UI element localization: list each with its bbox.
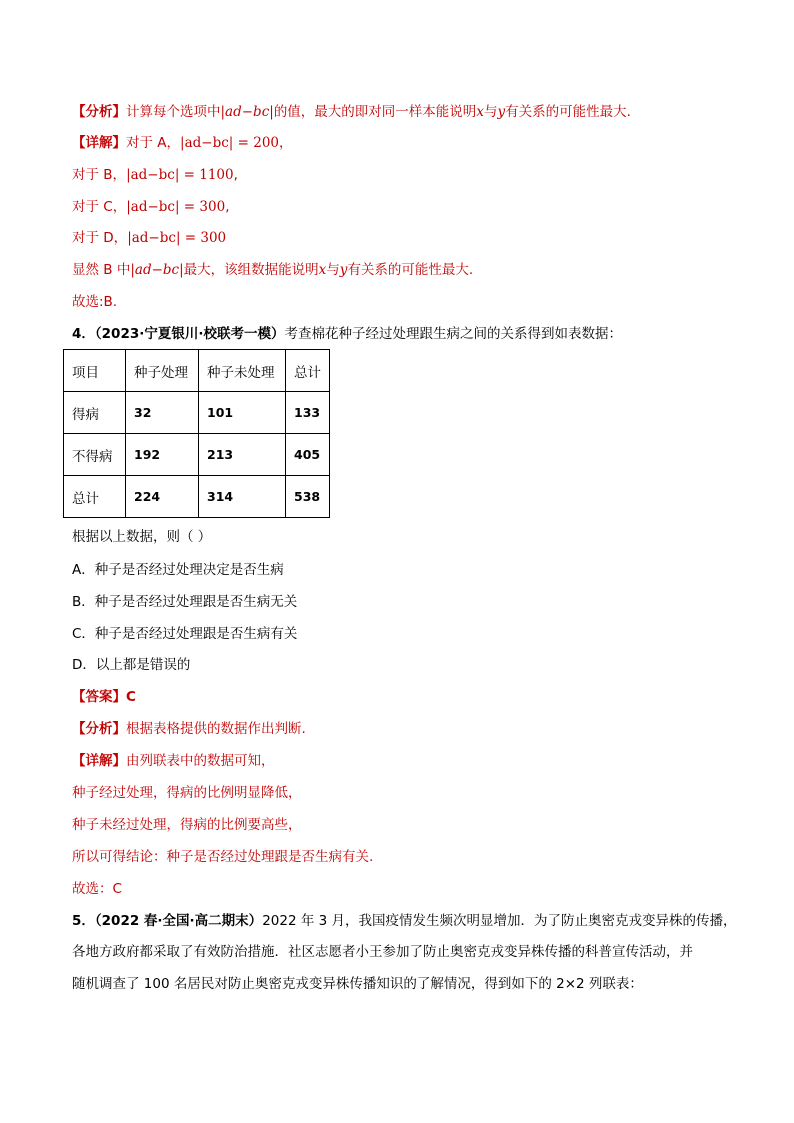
detail-choose: 故选:B. (72, 294, 118, 310)
detail-2-line-1 (72, 752, 275, 770)
question-5-line-3: 随机调查了 100 名居民对防止奥密克戎变异株传播知识的了解情况，得到如下的 2×2 列联表： (72, 976, 643, 992)
question-4-stem (72, 325, 622, 343)
detail-a-suffix: ， (279, 135, 293, 151)
conclusion-text-1: 显然 B 中 (72, 262, 131, 278)
option-c: C．种子是否经过处理跟是否生病有关 (72, 626, 298, 642)
answer-line (72, 688, 136, 706)
detail-2-tag: 【详解】 (72, 753, 126, 769)
question-4-source: （2023·宁夏银川·校联考一模） (94, 326, 285, 342)
answer-value: C (126, 689, 136, 705)
conclusion-text-4: 有关系的可能性最大. (347, 262, 474, 278)
table-header-cell: 种子处理 (126, 350, 199, 392)
table-cell: 213 (199, 434, 286, 476)
table-header-cell: 种子未处理 (199, 350, 286, 392)
table-header-cell: 项目 (64, 350, 126, 392)
analysis-2-text: 根据表格提供的数据作出判断. (126, 721, 306, 737)
analysis-text-3: 与 (483, 104, 498, 120)
data-table (63, 349, 330, 518)
detail-c-suffix: , (225, 199, 230, 215)
table-cell: 192 (126, 434, 199, 476)
question-5-number: 5． (72, 913, 95, 929)
table-cell: 224 (126, 476, 199, 518)
table-cell: 32 (126, 392, 199, 434)
detail-2-line-3: 种子未经过处理，得病的比例要高些， (72, 817, 302, 833)
detail-2-choose: 故选：C (72, 881, 122, 897)
analysis-text-4: 有关系的可能性最大. (505, 104, 631, 120)
conclusion-text-2: 最大，该组数据能说明 (183, 262, 319, 278)
question-4-text: 考查棉花种子经过处理跟生病之间的关系得到如表数据： (284, 326, 622, 342)
detail-a-expr: |ad−bc| = 200 (180, 135, 279, 151)
conclusion-expr: |ad−bc| (130, 262, 184, 278)
detail-line-b (72, 166, 238, 184)
question-5-text-1: 2022 年 3 月，我国疫情发生频次明显增加．为了防止奥密克戎变异株的传播， (262, 913, 737, 929)
table-cell: 不得病 (64, 434, 126, 476)
table-row (64, 434, 330, 476)
table-header-cell: 总计 (286, 350, 330, 392)
conclusion-var-x: x (318, 262, 327, 278)
table-row (64, 476, 330, 518)
detail-line-c (72, 198, 229, 216)
analysis-2-tag: 【分析】 (72, 721, 126, 737)
conclusion-var-y: y (339, 262, 348, 278)
detail-2-line-2: 种子经过处理，得病的比例明显降低， (72, 785, 302, 801)
detail-c-expr: |ad−bc| = 300 (126, 199, 226, 215)
table-cell: 133 (286, 392, 330, 434)
analysis-line (72, 103, 631, 121)
detail-line-a (72, 134, 293, 152)
table-cell: 得病 (64, 392, 126, 434)
detail-line-d (72, 229, 226, 247)
detail-conclusion (72, 261, 473, 279)
detail-d-prefix: 对于 D， (72, 230, 128, 246)
table-cell: 101 (199, 392, 286, 434)
question-5-source: （2022 春·全国·高二期末） (94, 913, 263, 929)
option-a: A．种子是否经过处理决定是否生病 (72, 562, 284, 578)
table-cell: 314 (199, 476, 286, 518)
detail-b-suffix: , (233, 167, 238, 183)
table-cell: 总计 (64, 476, 126, 518)
analysis-expr: |ad−bc| (220, 104, 274, 120)
detail-d-expr: |ad−bc| = 300 (127, 230, 227, 246)
detail-2-text-1: 由列联表中的数据可知， (126, 753, 275, 769)
detail-tag: 【详解】 (72, 135, 126, 151)
question-4-number: 4． (72, 326, 95, 342)
detail-2-line-4: 所以可得结论：种子是否经过处理跟是否生病有关. (72, 849, 374, 865)
table-cell: 538 (286, 476, 330, 518)
question-4-prompt: 根据以上数据，则（ ） (72, 529, 212, 545)
table-header-row (64, 350, 330, 392)
analysis-var-x: x (476, 104, 484, 120)
answer-tag: 【答案】 (72, 689, 126, 705)
table-row (64, 392, 330, 434)
analysis-tag: 【分析】 (72, 104, 126, 120)
analysis-text-1: 计算每个选项中 (126, 104, 221, 120)
conclusion-text-3: 与 (326, 262, 340, 278)
detail-a-prefix: 对于 A， (126, 135, 181, 151)
analysis-var-y: y (497, 104, 506, 120)
analysis-text-2: 的值，最大的即对同一样本能说明 (273, 104, 477, 120)
question-5-line-1 (72, 912, 737, 930)
option-b: B．种子是否经过处理跟是否生病无关 (72, 594, 298, 610)
option-d: D．以上都是错误的 (72, 657, 191, 673)
analysis-2-line (72, 720, 306, 738)
detail-b-prefix: 对于 B， (72, 167, 127, 183)
detail-b-expr: |ad−bc| = 1100 (126, 167, 234, 183)
question-5-line-2: 各地方政府都采取了有效防治措施．社区志愿者小王参加了防止奥密克戎变异株传播的科普宣传活动，并 (72, 944, 693, 960)
detail-c-prefix: 对于 C， (72, 199, 127, 215)
table-cell: 405 (286, 434, 330, 476)
